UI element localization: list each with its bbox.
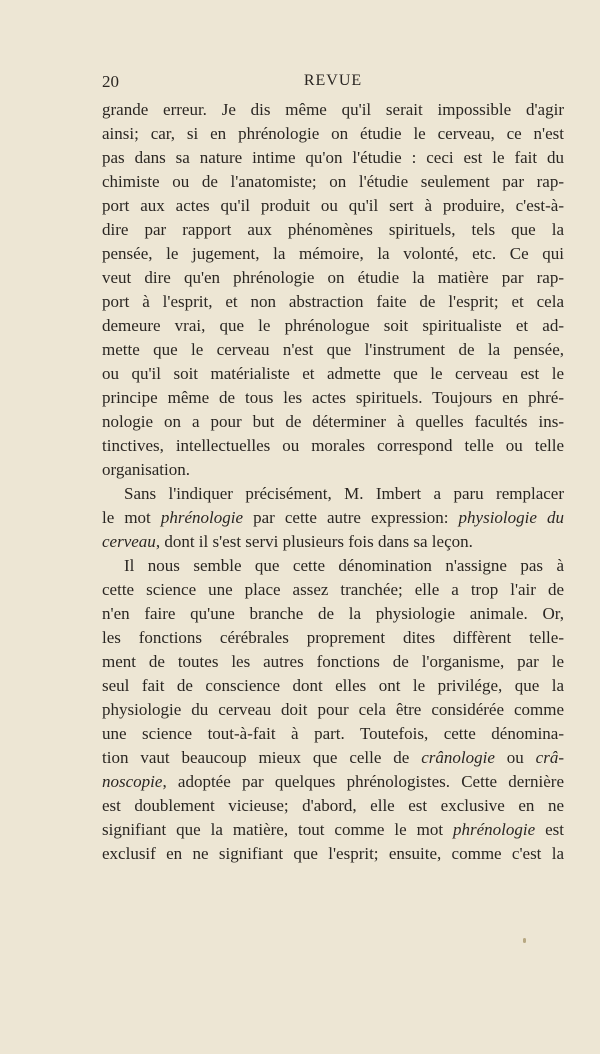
text-segment: port à l'esprit, et non abstraction faite de l'esprit; et cela <box>102 292 564 311</box>
body-text <box>102 98 564 866</box>
text-segment: , dont il s'est servi plusieurs fois dans sa leçon. <box>155 532 473 551</box>
text-segment: , adoptée par quelques phrénologistes. Cette dernière <box>162 772 564 791</box>
text-segment: ainsi; car, si en phrénologie on étudie le cerveau, ce n'est <box>102 124 564 143</box>
text-line <box>102 242 564 266</box>
text-line <box>102 410 564 434</box>
text-line <box>102 458 564 482</box>
text-segment: les fonctions cérébrales proprement dites diffèrent telle- <box>102 628 564 647</box>
text-line <box>102 650 564 674</box>
text-segment: veut dire qu'en phrénologie on étudie la matière par rap- <box>102 268 564 287</box>
text-line <box>102 746 564 770</box>
text-segment: pas dans sa nature intime qu'on l'étudie : ceci est le fait du <box>102 148 564 167</box>
text-segment: ou <box>494 748 536 767</box>
text-segment: par cette autre expression: <box>243 508 459 527</box>
text-line <box>102 578 564 602</box>
text-line <box>102 434 564 458</box>
text-line <box>102 842 564 866</box>
text-segment: nologie on a pour but de déterminer à quelles facultés ins- <box>102 412 564 431</box>
text-segment: principe même de tous les actes spirituels. Toujours en phré- <box>102 388 564 407</box>
text-segment: chimiste ou de l'anatomiste; on l'étudie seulement par rap- <box>102 172 564 191</box>
text-line <box>102 794 564 818</box>
paper-speck <box>523 938 526 943</box>
text-line <box>102 194 564 218</box>
text-line <box>102 722 564 746</box>
text-segment: mette que le cerveau n'est que l'instrument de la pensée, <box>102 340 564 359</box>
text-line <box>102 770 564 794</box>
page-header <box>102 72 564 94</box>
text-line <box>102 530 564 554</box>
text-line <box>102 506 564 530</box>
text-line <box>102 146 564 170</box>
italic-term: crâ- <box>535 748 564 767</box>
text-line <box>102 362 564 386</box>
italic-term: phrénologie <box>160 508 244 527</box>
text-segment: Il nous semble que cette dénomination n'assigne pas à <box>124 556 564 575</box>
text-line <box>102 314 564 338</box>
text-line <box>102 554 564 578</box>
text-line <box>102 122 564 146</box>
text-line <box>102 218 564 242</box>
text-line <box>102 698 564 722</box>
page-number: 20 <box>102 72 119 91</box>
italic-term: physiologie du <box>458 508 564 527</box>
text-segment: seul fait de conscience dont elles ont le privilége, que la <box>102 676 564 695</box>
text-line <box>102 338 564 362</box>
text-line <box>102 626 564 650</box>
italic-term: crânologie <box>421 748 495 767</box>
text-segment: grande erreur. Je dis même qu'il serait impossible d'agir <box>102 100 564 119</box>
text-segment: port aux actes qu'il produit ou qu'il sert à produire, c'est-à- <box>102 196 564 215</box>
running-head: REVUE <box>303 72 363 89</box>
text-segment: une science tout-à-fait à part. Toutefois, cette dénomina- <box>102 724 564 743</box>
text-segment: est <box>535 820 564 839</box>
text-segment: ment de toutes les autres fonctions de l'organisme, par le <box>102 652 564 671</box>
text-segment: dire par rapport aux phénomènes spirituels, tels que la <box>102 220 564 239</box>
text-segment: demeure vrai, que le phrénologue soit spiritualiste et ad- <box>102 316 564 335</box>
text-segment: pensée, le jugement, la mémoire, la volonté, etc. Ce qui <box>102 244 564 263</box>
text-segment: cette science une place assez tranchée; elle a trop l'air de <box>102 580 564 599</box>
text-segment: le mot <box>102 508 161 527</box>
text-segment: Sans l'indiquer précisément, M. Imbert a paru remplacer <box>124 484 564 503</box>
text-line <box>102 98 564 122</box>
text-line <box>102 170 564 194</box>
italic-term: phrénologie <box>453 820 536 839</box>
text-segment: tion vaut beaucoup mieux que celle de <box>102 748 422 767</box>
text-line <box>102 386 564 410</box>
italic-term: noscopie <box>102 772 163 791</box>
text-segment: n'en faire qu'une branche de la physiologie animale. Or, <box>102 604 564 623</box>
text-segment: ou qu'il soit matérialiste et admette que le cerveau est le <box>102 364 564 383</box>
text-segment: organisation. <box>102 460 190 479</box>
italic-term: cerveau <box>102 532 156 551</box>
text-line <box>102 266 564 290</box>
text-line <box>102 290 564 314</box>
text-segment: est doublement vicieuse; d'abord, elle est exclusive en ne <box>102 796 564 815</box>
text-segment: signifiant que la matière, tout comme le mot <box>102 820 453 839</box>
text-line <box>102 602 564 626</box>
text-segment: exclusif en ne signifiant que l'esprit; ensuite, comme c'est la <box>102 844 564 863</box>
text-segment: tinctives, intellectuelles ou morales correspond telle ou telle <box>102 436 564 455</box>
text-line <box>102 818 564 842</box>
text-line <box>102 674 564 698</box>
text-segment: physiologie du cerveau doit pour cela être considérée comme <box>102 700 564 719</box>
text-line <box>102 482 564 506</box>
